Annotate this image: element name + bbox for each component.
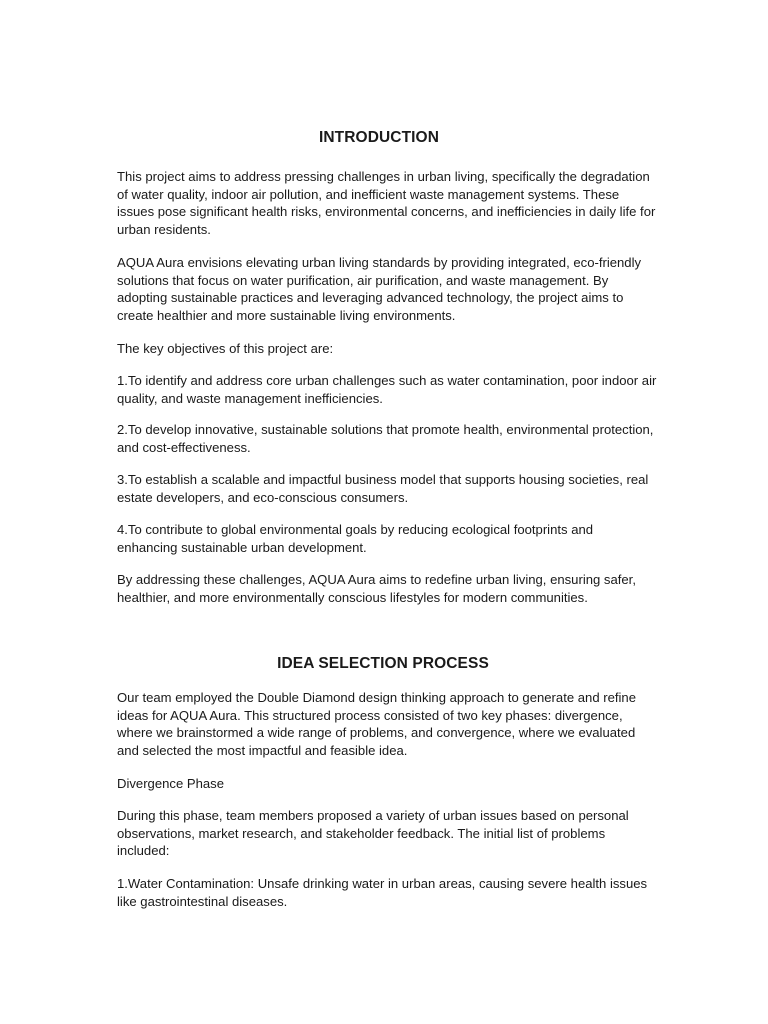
intro-conclusion: By addressing these challenges, AQUA Aura aims to redefine urban living, ensuring safer, healthier, and more environmentally conscious lifestyles for modern communities. xyxy=(117,572,636,605)
intro-paragraph-2: AQUA Aura envisions elevating urban living standards by providing integrated, eco-friendly solutions that focus on water purification, air purification, and waste management. By adopting sustainable practices and leveraging advanced technology, the project aims to create healthier and more sustainable living environments. xyxy=(117,255,642,323)
idea-paragraph-1: Our team employed the Double Diamond design thinking approach to generate and refine ideas for AQUA Aura. This structured process consisted of two key phases: divergence, where we brainstormed a wide range of problems, and convergence, where we evaluated and selected the most impactful and feasible idea. xyxy=(117,690,636,758)
objective-item-4: 4.To contribute to global environmental goals by reducing ecological footprints and enhancing sustainable urban development. xyxy=(117,522,594,555)
objectives-intro: The key objectives of this project are: xyxy=(117,341,334,356)
objective-item-3: 3.To establish a scalable and impactful business model that supports housing societies, real estate developers, and eco-conscious consumers. xyxy=(117,472,649,505)
divergence-paragraph: During this phase, team members proposed a variety of urban issues based on personal observations, market research, and stakeholder feedback. The initial list of problems included: xyxy=(117,808,629,858)
divergence-phase-label: Divergence Phase xyxy=(117,776,224,791)
objective-item-2: 2.To develop innovative, sustainable solutions that promote health, environmental protection, and cost-effectiveness. xyxy=(117,422,654,455)
intro-paragraph-1: This project aims to address pressing challenges in urban living, specifically the degradation of water quality, indoor air pollution, and inefficient waste management systems. These issues pose significant health risks, environmental concerns, and inefficiencies in daily life for urban residents. xyxy=(117,169,656,237)
problem-item-1: 1.Water Contamination: Unsafe drinking water in urban areas, causing severe health issues like gastrointestinal diseases. xyxy=(117,876,648,909)
section-heading-idea-selection: IDEA SELECTION PROCESS xyxy=(277,655,489,672)
section-heading-introduction: INTRODUCTION xyxy=(318,129,440,146)
objective-item-1: 1.To identify and address core urban challenges such as water contamination, poor indoor air quality, and waste management inefficiencies. xyxy=(117,373,657,406)
